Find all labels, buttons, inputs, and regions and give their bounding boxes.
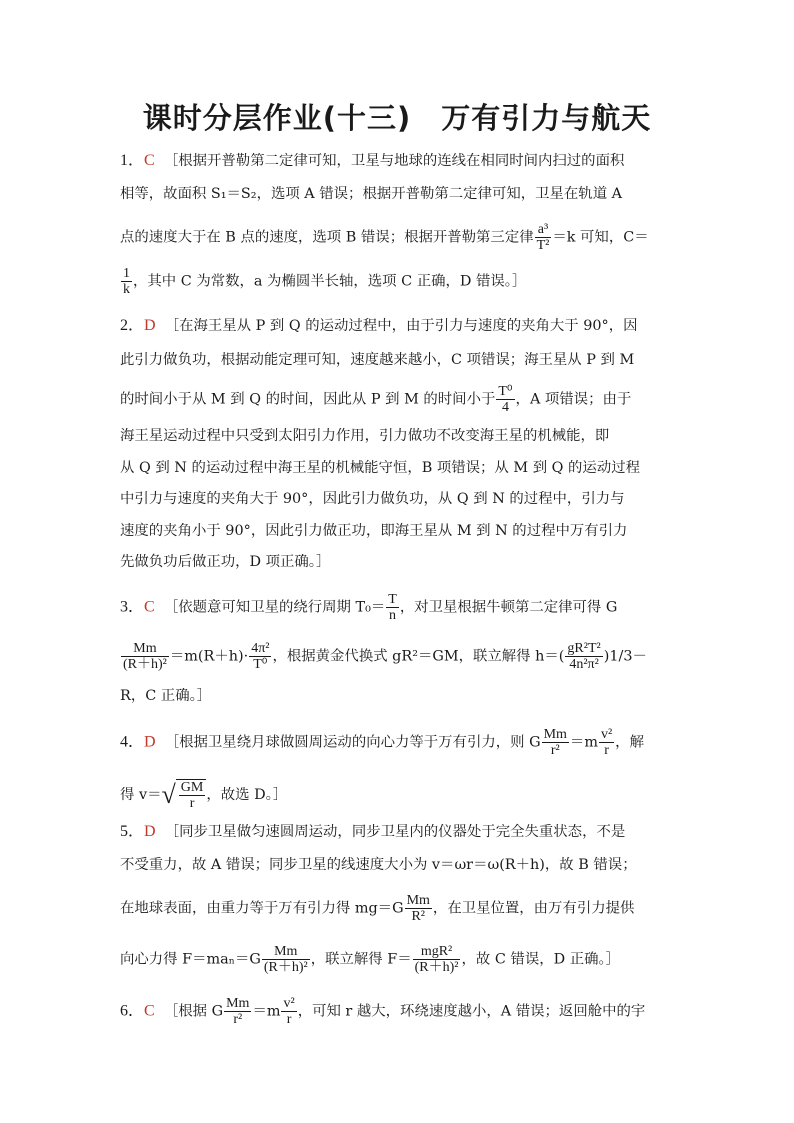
q3-line-3: [120, 687, 676, 705]
q4-text-2b: ，故选 D。］: [206, 787, 288, 803]
q3-period-fraction: $\frac{T}{n}$: [388, 592, 397, 623]
q5-text-4a: 向心力得 F＝maₙ＝G: [120, 951, 261, 968]
q5-text-4c: ，故 C 错误，D 正确。］: [461, 951, 621, 968]
q4-text-1c: ，解: [615, 734, 644, 751]
q2-line-5: [120, 459, 676, 477]
q6-text-1c: ，可知 r 越大，环绕速度越小，A 错误；返回舱中的宇: [297, 1003, 646, 1020]
q5-line-3: [120, 893, 676, 924]
q1-line-2: [120, 185, 676, 203]
q5-orbit-fraction: $\frac{Mm}{\text{(R＋h)²}}$: [263, 944, 308, 975]
q5-text-3b: ，在卫星位置，由万有引力提供: [432, 900, 635, 917]
q5-surface-fraction: $\frac{Mm}{\text{R²}}$: [406, 893, 430, 924]
q3-line-2: $\frac{Mm}{\text{(R＋h)²}}$ ＝m(R＋h)· $\frac{\text{4π²}}{\text{T⁰}}$ ，根据黄金代换式 gR²＝GM，联立解得 h＝( $\frac{\text{gR²T²}}{\text{4n²π²}}$ )1/3－: [123, 641, 647, 672]
q2-text-2: 此引力做负功，根据动能定理可知，速度越来越小，C 项错误；海王星从 P 到 M: [120, 352, 635, 368]
q6-velocity-fraction: $\frac{\text{v²}}{r}$: [283, 996, 295, 1027]
q4-number: 4．: [120, 733, 145, 751]
q6-gravity-fraction: $\frac{Mm}{\text{r²}}$: [226, 996, 250, 1027]
q2-text-5: 从 Q 到 N 的运动过程中海王星的机械能守恒，B 项错误；从 M 到 Q 的运动过程: [120, 460, 640, 476]
q2-text-4: 海王星运动过程中只受到太阳引力作用，引力做功不改变海王星的机械能，即: [120, 428, 610, 444]
q3-text-1a: ［依题意可知卫星的绕行周期 T₀＝: [163, 599, 386, 616]
q6-text-1b: ＝m: [252, 1003, 281, 1020]
q4-velocity-fraction: $\frac{\text{v²}}{r}$: [600, 727, 613, 758]
q1-text-2: 相等，故面积 S₁＝S₂，选项 A 错误；根据开普勒第二定律可知，卫星在轨道 A: [120, 186, 623, 202]
q2-line-7: [120, 522, 676, 540]
q1-kepler-fraction: $\frac{\text{a³}}{\text{T²}}$: [536, 222, 550, 253]
q5-line-4: [120, 944, 676, 975]
q5-answer: D: [144, 823, 156, 840]
q4-gravity-fraction: $\frac{Mm}{\text{r²}}$: [543, 727, 567, 758]
title-main: 课时分层作业(十三): [142, 101, 412, 135]
q2-number: 2．: [120, 317, 145, 334]
q2-text-3b: ，A 项错误；由于: [515, 391, 632, 408]
q3-height-fraction: $\frac{\text{gR²T²}}{\text{4n²π²}}$: [567, 641, 601, 672]
q2-line-6: [120, 490, 676, 508]
q1-one-over-k: $\frac{1}{k}$: [123, 266, 130, 297]
title-sub: 万有引力与航天: [441, 101, 652, 135]
q2-line-8: [120, 553, 676, 571]
q1-line-1: [120, 152, 676, 170]
q1-text-1: ［根据开普勒第二定律可知，卫星与地球的连线在相同时间内扫过的面积: [163, 153, 625, 169]
q4-line-1: [120, 727, 676, 758]
q6-number: 6．: [120, 1002, 145, 1020]
q4-text-2a: 得 v＝: [120, 787, 162, 803]
q4-answer: D: [144, 733, 156, 751]
q5-text-3a: 在地球表面，由重力等于万有引力得 mg＝G: [120, 900, 404, 917]
q1-number: 1．: [120, 152, 145, 169]
q1-answer: C: [144, 152, 155, 169]
q5-line-1: [120, 823, 676, 841]
q1-line-3: [120, 222, 676, 253]
q2-answer: D: [144, 317, 156, 334]
q4-text-1a: ［根据卫星绕月球做圆周运动的向心力等于万有引力，则 G: [164, 734, 541, 751]
q6-answer: C: [144, 1002, 155, 1020]
q2-line-4: [120, 427, 676, 445]
q5-line-2: [120, 856, 676, 874]
q2-text-1: ［在海王星从 P 到 Q 的运动过程中，由于引力与速度的夹角大于 90°，因: [164, 318, 638, 334]
q6-text-1a: ［根据 G: [163, 1003, 224, 1020]
q5-result-fraction: $\frac{\text{mgR²}}{\text{(R＋h)²}}$: [414, 944, 459, 975]
q3-line-1: [120, 592, 676, 623]
q2-text-3a: 的时间小于从 M 到 Q 的时间，因此从 P 到 M 的时间小于: [120, 391, 496, 408]
q3-text-2b: ，根据黄金代换式 gR²＝GM，联立解得 h＝: [272, 648, 559, 665]
q3-centripetal-fraction: $\frac{\text{4π²}}{\text{T⁰}}$: [251, 641, 270, 672]
q3-text-1b: ，对卫星根据牛顿第二定律可得 G: [399, 599, 618, 616]
q4-line-2: [120, 779, 676, 811]
q1-line-4: [120, 266, 676, 297]
q3-gravity-fraction: $\frac{Mm}{\text{(R＋h)²}}$: [123, 641, 167, 672]
q3-answer: C: [144, 598, 155, 616]
q3-number: 3．: [120, 598, 145, 616]
q2-text-6: 中引力与速度的夹角大于 90°，因此引力做负功，从 Q 到 N 的过程中，引力与: [120, 491, 625, 507]
q3-text-2c: 1/3－: [609, 648, 647, 665]
q3-text-3: R，C 正确。］: [120, 688, 212, 704]
q5-text-1: ［同步卫星做匀速圆周运动，同步卫星内的仪器处于完全失重状态，不是: [164, 824, 626, 840]
q5-number: 5．: [120, 823, 145, 840]
q5-text-2: 不受重力，故 A 错误；同步卫星的线速度大小为 v＝ωr＝ω(R＋h)，故 B 错误；: [120, 857, 637, 873]
q1-text-3a: 点的速度大于在 B 点的速度，选项 B 错误；根据开普勒第三定律: [120, 229, 534, 246]
q2-text-8: 先做负功后做正功，D 项正确。］: [120, 554, 331, 570]
q2-text-7: 速度的夹角小于 90°，因此引力做正功，即海王星从 M 到 N 的过程中万有引力: [120, 523, 628, 539]
q1-text-4: ，其中 C 为常数，a 为椭圆半长轴，选项 C 正确，D 错误。］: [133, 273, 527, 290]
q2-line-3: [120, 384, 676, 415]
q6-line-1: [120, 996, 676, 1027]
q2-line-1: [120, 317, 676, 335]
q4-sqrt: √ $\frac{GM}{r}$: [162, 779, 207, 811]
page-title: [0, 96, 794, 137]
q2-period-fraction: $\frac{\text{T⁰}}{4}$: [498, 384, 513, 415]
q4-text-1b: ＝m: [569, 734, 598, 751]
q1-text-3b: ＝k 可知，C＝: [552, 229, 649, 246]
q2-line-2: [120, 351, 676, 369]
q3-text-2a: ＝m(R＋h)·: [169, 648, 249, 665]
q5-text-4b: ，联立解得 F＝: [310, 951, 412, 968]
